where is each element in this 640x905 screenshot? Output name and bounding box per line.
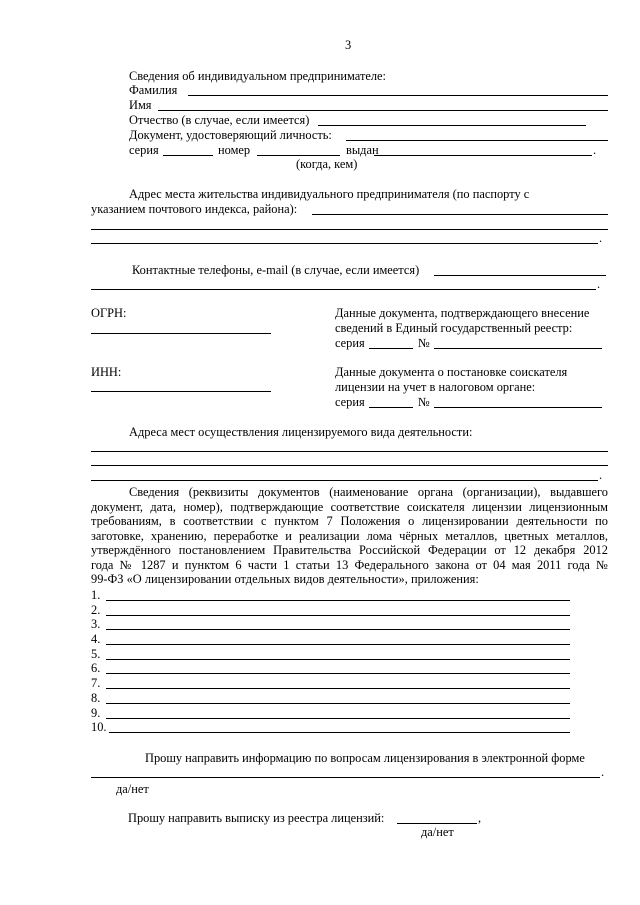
attachment-field-4[interactable] xyxy=(106,644,570,645)
issued-label: выдан xyxy=(346,143,379,157)
name-field[interactable] xyxy=(158,110,608,111)
electronic-request-label: Прошу направить информацию по вопросам лицензирования в электронной форме xyxy=(145,751,585,765)
requisites-line-4: заготовке, хранению, переработке и реализации лома чёрных металлов, цветных металлов, xyxy=(91,529,608,543)
inn-field[interactable] xyxy=(91,391,271,392)
attachment-number: 4. xyxy=(91,632,101,646)
address-period: . xyxy=(599,231,603,245)
contacts-field-1[interactable] xyxy=(434,275,606,276)
contacts-period: . xyxy=(597,277,601,291)
attachment-number: 3. xyxy=(91,617,101,631)
attachment-number: 10. xyxy=(91,720,107,734)
requisites-line-6: года № 1287 и пунктом 6 части 1 статьи 13 Федерального закона от 04 мая 2011 года № xyxy=(91,558,608,572)
patronymic-label: Отчество (в случае, если имеется) xyxy=(129,113,310,127)
extract-request-label: Прошу направить выписку из реестра лицензий: xyxy=(128,811,385,825)
attachment-field-2[interactable] xyxy=(106,615,570,616)
surname-label: Фамилия xyxy=(129,83,178,97)
issued-field[interactable] xyxy=(374,155,592,156)
contacts-label: Контактные телефоны, e-mail (в случае, если имеется) xyxy=(132,263,420,277)
patronymic-field[interactable] xyxy=(318,125,586,126)
attachment-number: 8. xyxy=(91,691,101,705)
electronic-request-period: . xyxy=(601,765,605,779)
when-by-hint: (когда, кем) xyxy=(296,157,358,171)
document-field[interactable] xyxy=(346,140,608,141)
requisites-line-3: требованиям, в соответствии с пунктом 7 Положения о лицензировании деятельности по xyxy=(91,514,608,528)
address-label-line2: указанием почтового индекса, района): xyxy=(91,202,298,216)
attachment-field-10[interactable] xyxy=(109,732,570,733)
activity-field-2[interactable] xyxy=(91,465,608,466)
address-field-3[interactable] xyxy=(91,243,598,244)
requisites-line-5: утверждённого постановлением Правительства Российской Федерации от 12 декабря 2012 xyxy=(91,543,608,557)
requisites-line-1: Сведения (реквизиты документов (наименование органа (организации), выдавшего xyxy=(129,485,608,499)
contacts-field-2[interactable] xyxy=(91,289,596,290)
attachment-field-5[interactable] xyxy=(106,659,570,660)
electronic-yes-no-hint: да/нет xyxy=(116,782,149,796)
extract-yes-no-hint: да/нет xyxy=(421,825,454,839)
activity-period: . xyxy=(599,468,603,482)
activity-label: Адреса мест осуществления лицензируемого вида деятельности: xyxy=(129,425,473,439)
series-field[interactable] xyxy=(163,155,213,156)
ogrn-series-label: серия xyxy=(335,336,365,350)
attachment-field-1[interactable] xyxy=(106,600,570,601)
inn-number-field[interactable] xyxy=(434,407,602,408)
address-label-line1: Адрес места жительства индивидуального предпринимателя (по паспорту с xyxy=(129,187,530,201)
attachment-number: 2. xyxy=(91,603,101,617)
name-label: Имя xyxy=(129,98,152,112)
attachment-number: 6. xyxy=(91,661,101,675)
surname-field[interactable] xyxy=(188,95,608,96)
ogrn-label: ОГРН: xyxy=(91,306,127,320)
ogrn-doc-line2: сведений в Единый государственный реестр: xyxy=(335,321,573,335)
attachment-number: 7. xyxy=(91,676,101,690)
electronic-request-field[interactable] xyxy=(91,777,600,778)
ip-heading: Сведения об индивидуальном предпринимателе: xyxy=(129,69,386,83)
issued-period: . xyxy=(593,143,597,157)
attachment-field-9[interactable] xyxy=(106,718,570,719)
inn-series-field[interactable] xyxy=(369,407,413,408)
requisites-line-2: документ, дата, номер), подтверждающие соответствие соискателя лицензии лицензионным xyxy=(91,500,608,514)
attachment-number: 1. xyxy=(91,588,101,602)
inn-number-sign: № xyxy=(418,395,430,409)
inn-label: ИНН: xyxy=(91,365,122,379)
ogrn-doc-line1: Данные документа, подтверждающего внесение xyxy=(335,306,590,320)
extract-request-comma: , xyxy=(478,811,482,825)
ogrn-number-sign: № xyxy=(418,336,430,350)
activity-field-1[interactable] xyxy=(91,451,608,452)
document-label: Документ, удостоверяющий личность: xyxy=(129,128,332,142)
page-number: 3 xyxy=(345,38,352,52)
ogrn-field[interactable] xyxy=(91,333,271,334)
inn-doc-line2: лицензии на учет в налоговом органе: xyxy=(335,380,536,394)
address-field-2[interactable] xyxy=(91,229,608,230)
number-field[interactable] xyxy=(257,155,340,156)
attachment-field-7[interactable] xyxy=(106,688,570,689)
attachment-field-3[interactable] xyxy=(106,629,570,630)
address-field-1[interactable] xyxy=(312,214,608,215)
attachment-field-6[interactable] xyxy=(106,673,570,674)
inn-doc-line1: Данные документа о постановке соискателя xyxy=(335,365,568,379)
number-label: номер xyxy=(218,143,251,157)
ogrn-series-field[interactable] xyxy=(369,348,413,349)
series-label: серия xyxy=(129,143,159,157)
attachment-field-8[interactable] xyxy=(106,703,570,704)
requisites-line-7: 99-ФЗ «О лицензировании отдельных видов деятельности», приложения: xyxy=(91,572,479,586)
activity-field-3[interactable] xyxy=(91,480,598,481)
ogrn-number-field[interactable] xyxy=(434,348,602,349)
attachment-number: 9. xyxy=(91,706,101,720)
inn-series-label: серия xyxy=(335,395,365,409)
attachment-number: 5. xyxy=(91,647,101,661)
extract-request-field[interactable] xyxy=(397,823,477,824)
